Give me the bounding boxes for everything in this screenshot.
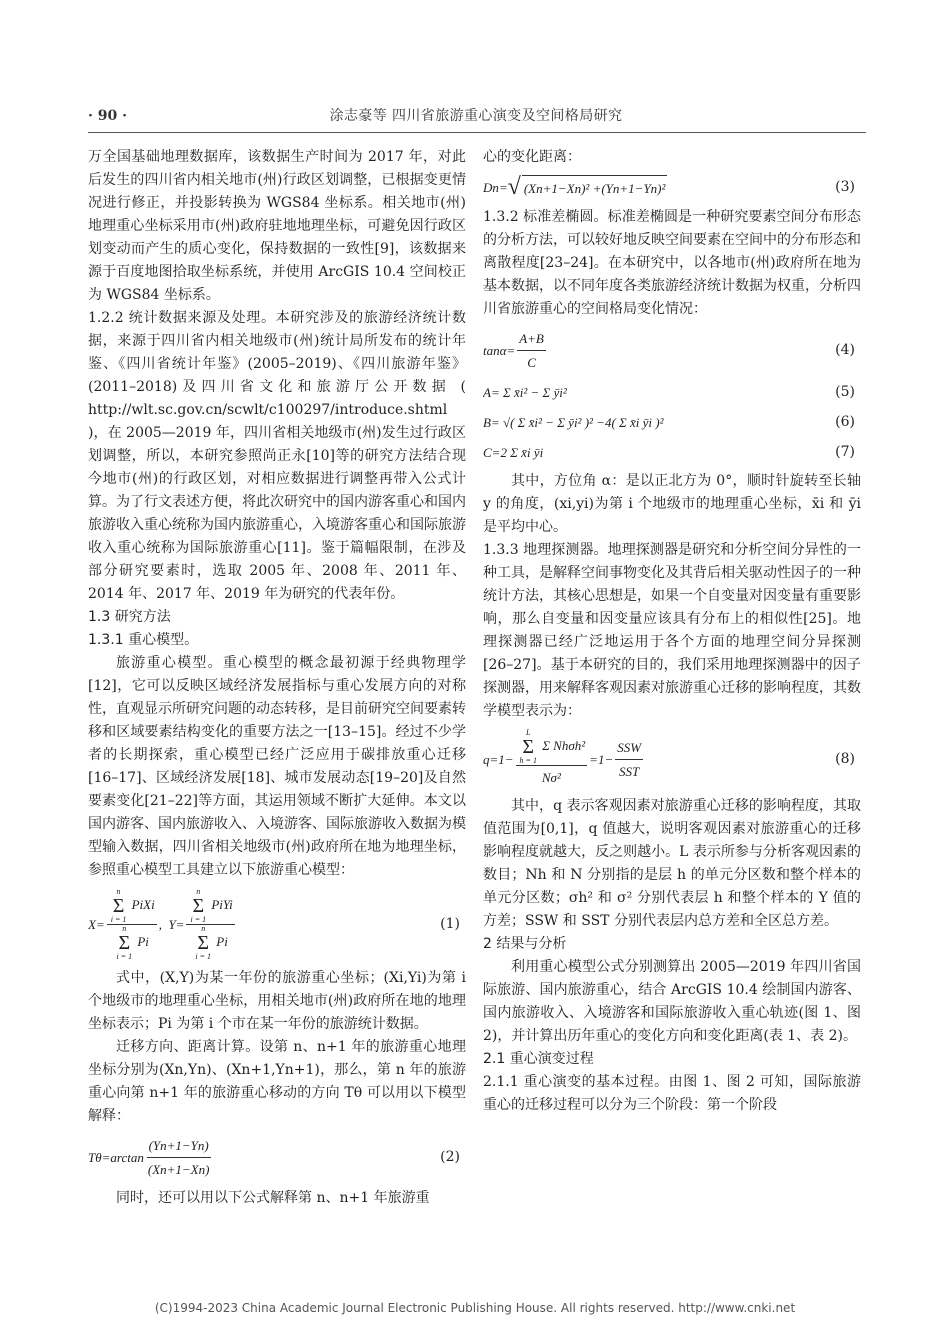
copyright-footer: (C)1994-2023 China Academic Journal Electronic Publishing House. All rights reserved. http://www.cnki.net xyxy=(154,1301,796,1315)
equation-4 xyxy=(483,327,861,374)
sum-symbol: n Σ i = 1 xyxy=(190,887,207,924)
section-1-3-3: 1.3.3 地理探测器。地理探测器是研究和分析空间分异性的一种工具，是解释空间事物变化及其背后相关驱动性因子的一种统计方法，其核心思想是，如果一个自变量对因变量有重要影响，那么自变量和因变量应该具有分布上的相似性[25]。地理探测器已经广泛地运用于各个方面的地理空间分异探测[26–27]。基于本研究的目的，我们采用地理探测器中的因子探测器，用来解释客观因素对旅游重心迁移的影响程度，其数学模型表示为： xyxy=(483,542,861,719)
page-header xyxy=(88,105,864,127)
equation-1 xyxy=(88,888,466,961)
equation-8 xyxy=(483,729,861,789)
equation-5-number: (5) xyxy=(835,383,855,400)
equation-8-expression: q=1− L Σ h = 1 Σ Nhσh² Nσ² =1− $\frac{\text{SSW}}{\text{SST}}$ xyxy=(483,729,645,789)
equation-4-number: (4) xyxy=(835,342,855,358)
paragraph-results-intro: 利用重心模型公式分别测算出 2005—2019 年四川省国际旅游、国内旅游重心，结合 ArcGIS 10.4 绘制国内游客、国内旅游收入、入境游客和国际旅游收入重心轨迹(图 1、图 2)，并计算出历年重心的变化方向和变化距离(表 1、表 2)。 xyxy=(483,959,861,1044)
sum-symbol: n Σ i = 1 xyxy=(195,924,212,961)
paragraph-azimuth-explanation: 其中，方位角 α：是以正北方为 0°，顺时针旋转至长轴 y 的角度，(xi,yi)为第 i 个地级市的地理重心坐标，x̄i 和 ȳi 是平均中心。 xyxy=(483,473,861,535)
header-rule xyxy=(88,132,866,133)
section-2-heading: 2 结果与分析 xyxy=(483,936,567,952)
paragraph-distance-continued: 心的变化距离： xyxy=(483,149,581,165)
paragraph-gravity-model: 旅游重心模型。重心模型的概念最初源于经典物理学[12]，它可以反映区域经济发展指标与重心发展方向的对称性，直观显示所研究问题的动态转移，是目前研究空间要素转移和区域要素结构变化的重要方法之一[13–15]。经过不少学者的长期探索，重心模型已经广泛应用于碳排放重心迁移[16–17]、区域经济发展[18]、城市发展动态[19–20]及自然要素变化[21–22]等方面，其运用领域不断扩大延伸。本文以国内游客、国内旅游收入、入境游客、国际旅游收入数据为模型输入数据，四川省相关地级市(州)政府所在地为地理坐标，参照重心模型工具建立以下旅游重心模型： xyxy=(88,655,466,878)
equation-1-number: (1) xyxy=(440,916,460,932)
paragraph-q-explanation: 其中，q 表示客观因素对旅游重心迁移的影响程度，其取值范围为[0,1]，q 值越大，说明客观因素对旅游重心的迁移影响程度就越大，反之则越小。L 表示所参与分析客观因素的数目；Nh 和 N 分别指的是层 h 的单元分区数和整个样本的单元分区数；σh² 和 σ² 分别代表层 h 和整个样本的 Y 值的方差；SSW 和 SST 分别代表层内总方差和全区总方差。 xyxy=(483,798,861,929)
equation-7 xyxy=(483,440,861,464)
section-1-3-1-heading: 1.3.1 重心模型。 xyxy=(88,632,199,648)
paragraph-eq1-explanation: 式中，(X,Y)为某一年份的旅游重心坐标；(Xi,Yi)为第 i 个地级市的地理重心坐标，用相关地市(州)政府所在地的地理坐标表示；Pi 为第 i 个市在某一年份的旅游统计数据。 xyxy=(88,970,466,1032)
sum-symbol: L Σ h = 1 xyxy=(519,728,537,765)
equation-7-expression: C=2 Σ x̄i ȳi xyxy=(483,444,544,460)
eq2-fraction: $\frac{(Yn+1-Yn)}{(Xn+1-Xn)}$ xyxy=(146,1134,212,1181)
right-column xyxy=(483,146,861,1286)
sum-symbol: n Σ i = 1 xyxy=(116,924,133,961)
eq8-fraction-2: $\frac{\text{SSW}}{\text{SST}}$ xyxy=(615,736,643,783)
equation-5-expression: A= Σ x̄i² − Σ ȳi² xyxy=(483,384,567,400)
eq3-sqrt: √ (Xn+1−Xn)² +(Yn+1−Yn)² xyxy=(507,174,666,200)
equation-7-number: (7) xyxy=(835,443,855,460)
equation-3-number: (3) xyxy=(835,179,855,195)
section-1-3-heading: 1.3 研究方法 xyxy=(88,609,171,625)
equation-2 xyxy=(88,1134,466,1181)
equation-6 xyxy=(483,410,861,434)
paragraph-direction-distance: 迁移方向、距离计算。设第 n、n+1 年的旅游重心地理坐标分别为(Xn,Yn)、(Xn+1,Yn+1)，那么，第 n 年的旅游重心向第 n+1 年的旅游重心移动的方向 Tθ 可以用以下模型解释： xyxy=(88,1039,466,1124)
section-2-1-heading: 2.1 重心演变过程 xyxy=(483,1051,594,1067)
equation-2-expression: Tθ=arctan $\frac{(Yn+1-Yn)}{(Xn+1-Xn)}$ xyxy=(88,1134,213,1181)
equation-4-expression: tanα= $\frac{A+B}{C}$ xyxy=(483,327,548,374)
equation-8-number: (8) xyxy=(835,750,855,767)
eq1-numerator-y: n Σ i = 1 PiYi xyxy=(186,888,234,925)
section-1-2-2: 1.2.2 统计数据来源及处理。本研究涉及的旅游经济统计数据，来源于四川省内相关地级市(州)统计局所发布的统计年鉴、《四川省统计年鉴》(2005–2019)、《四川旅游年鉴》(2011–2018)及四川省文化和旅游厅公开数据 ( http://wlt.sc.gov.cn/scwlt/c100297/introduce.shtml )，在 2005—2019 年，四川省相关地级市(州)发生过行政区划调整，所以，本研究参照尚正永[10]等的研究方法结合现今地市(州)的行政区划，对相应数据进行调整再带入公式计算。为了行文表述方便，将此次研究中的国内游客重心和国内旅游收入重心统称为国内旅游重心，入境游客重心和国际旅游收入重心统称为国际旅游重心[11]。鉴于篇幅限制，在涉及部分研究要素时，选取 2005 年、2008 年、2011 年、2014 年、2017 年、2019 年为研究的代表年份。 xyxy=(88,310,466,602)
section-1-3-2: 1.3.2 标准差椭圆。标准差椭圆是一种研究要素空间分布形态的分析方法，可以较好地反映空间要素在空间中的分布形态和离散程度[23–24]。在本研究中，以各地市(州)政府所在地为基本数据，以不同年度各类旅游经济统计数据为权重，分析四川省旅游重心的空间格局变化情况： xyxy=(483,209,861,317)
eq1-denominator-x: n Σ i = 1 Pi xyxy=(116,924,149,961)
equation-5 xyxy=(483,380,861,404)
equation-6-number: (6) xyxy=(835,413,855,430)
eq8-fraction-1: L Σ h = 1 Σ Nhσh² Nσ² xyxy=(516,729,588,789)
section-2-1-1: 2.1.1 重心演变的基本过程。由图 1、图 2 可知，国际旅游重心的迁移过程可以分为三个阶段：第一个阶段 xyxy=(483,1074,861,1113)
eq1-denominator-y: n Σ i = 1 Pi xyxy=(195,924,228,961)
equation-3-expression: Dn= √ (Xn+1−Xn)² +(Yn+1−Yn)² xyxy=(483,174,666,200)
paragraph-data-source: 万全国基础地理数据库，该数据生产时间为 2017 年，对此后发生的四川省内相关地市(州)行政区划调整，已根据变更情况进行修正，并投影转换为 WGS84 坐标系。相关地市(州)地理重心坐标采用市(州)政府驻地地理坐标，可避免因行政区划变动而产生的质心变化，保持数据的一致性[9]，该数据来源于百度地图拾取坐标系统，并使用 ArcGIS 10.4 空间校正为 WGS84 坐标系。 xyxy=(88,149,466,303)
sum-symbol: n Σ i = 1 xyxy=(110,887,127,924)
eq1-numerator-x: n Σ i = 1 PiXi xyxy=(107,888,157,925)
eq1-fraction-y xyxy=(186,888,234,961)
page-number: · 90 · xyxy=(88,108,127,124)
eq4-fraction: $\frac{A+B}{C}$ xyxy=(517,327,546,374)
equation-6-expression: B= √( Σ x̄i² − Σ ȳi² )² −4( Σ x̄i ȳi )² xyxy=(483,414,664,430)
eq1-lhs-y: Y= xyxy=(168,917,185,932)
eq1-fraction-x xyxy=(107,888,157,961)
equation-1-expression: X= n Σ i = 1 PiXi n Σ i = 1 Pi , Y= n Σ i = 1 PiYi n Σ i = 1 Pi xyxy=(88,887,233,961)
paragraph-distance-intro: 同时，还可以用以下公式解释第 n、n+1 年旅游重 xyxy=(116,1190,430,1206)
equation-2-number: (2) xyxy=(440,1149,460,1165)
left-column xyxy=(88,146,466,1286)
eq1-lhs-x: X= xyxy=(88,917,105,932)
equation-3 xyxy=(483,175,861,200)
running-title: 涂志豪等 四川省旅游重心演变及空间格局研究 xyxy=(329,108,623,124)
